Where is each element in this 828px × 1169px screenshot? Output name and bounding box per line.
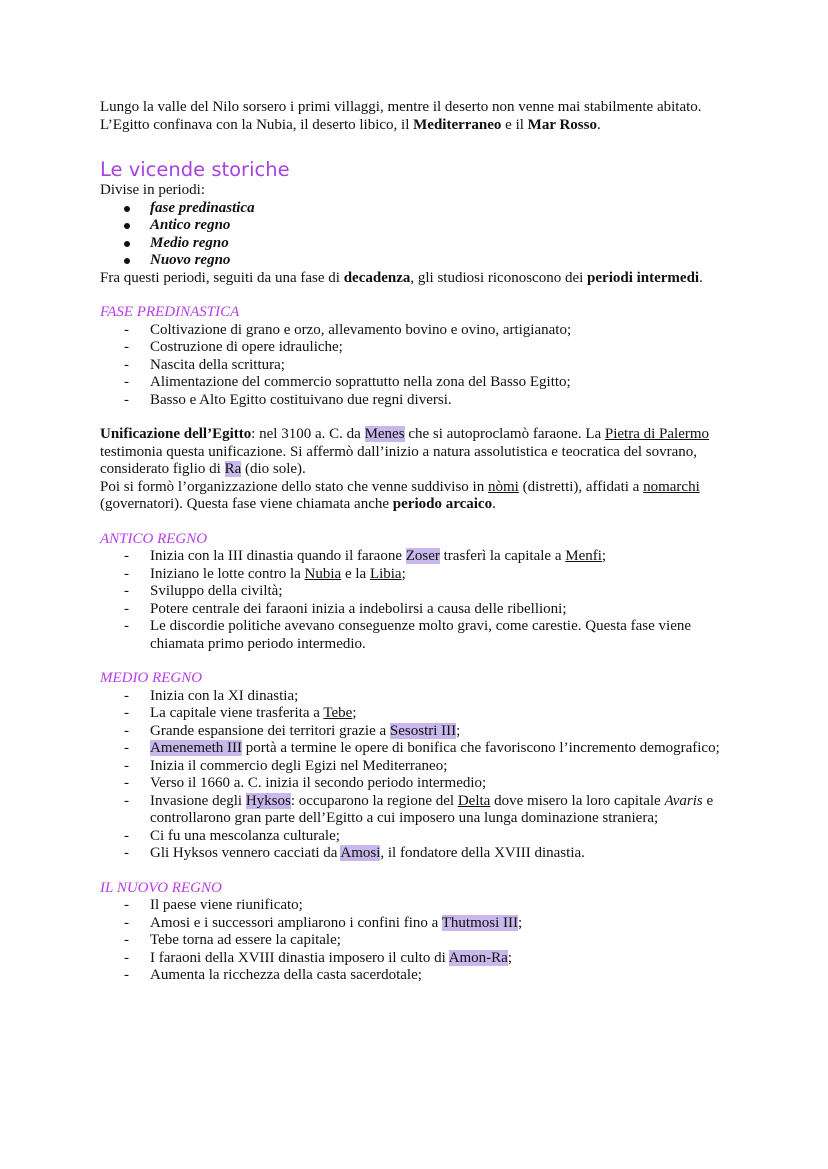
highlight-ra: Ra [224,461,242,477]
list-item: - Invasione degli Hyksos: occuparono la regione del Delta dove misero la loro capitale Avaris e controllarono gran parte dell’Egitto a cui imposero una lunga dominazione straniera; [124,793,738,828]
highlight-thutmosi: Thutmosi III [441,914,518,931]
list-item: - Verso il 1660 a. C. inizia il secondo periodo intermedio; [124,775,738,793]
list-item: - Sviluppo della civiltà; [124,583,738,601]
list-item: - Coltivazione di grano e orzo, allevamento bovino e ovino, artigianato; [124,322,738,340]
underline-nubia: Nubia [304,565,342,582]
list-item: Medio regno [124,235,738,253]
underline-nomi: nòmi [487,478,519,495]
list-item: - Inizia il commercio degli Egizi nel Mediterraneo; [124,758,738,776]
highlight-menes: Menes [364,426,405,442]
list-item: Antico regno [124,217,738,235]
highlight-hyksos: Hyksos [245,792,291,809]
subheading-antico: ANTICO REGNO [100,530,208,547]
list-item: - Il paese viene riunificato; [124,897,738,915]
underline-menfi: Menfi [565,548,602,564]
nuovo-list [100,897,738,985]
predinastica-list [100,322,738,410]
list-item: fase predinastica [124,200,738,218]
underline-tebe: Tebe [323,705,353,721]
list-item: - Iniziano le lotte contro la Nubia e la Libia; [124,566,738,584]
highlight-amon-ra: Amon-Ra [448,949,508,966]
periods-list [100,200,738,270]
periods-summary: Fra questi periodi, seguiti da una fase di decadenza, gli studiosi riconoscono dei periodi intermedi. [100,269,703,286]
list-item: - Potere centrale dei faraoni inizia a indebolirsi a causa delle ribellioni; [124,601,738,619]
antico-list [100,548,738,653]
list-item: - Grande espansione dei territori grazie a Sesostri III; [124,723,738,741]
list-item: - Basso e Alto Egitto costituivano due regni diversi. [124,392,738,410]
unificazione-label: Unificazione dell’Egitto [100,426,252,442]
underline-libia: Libia [369,565,402,582]
highlight-zoser: Zoser [405,548,440,564]
list-item: - Nascita della scrittura; [124,357,738,375]
highlight-amenemeth: Amenemeth III [150,740,243,756]
unificazione-paragraph: Unificazione dell’Egitto: nel 3100 a. C. da Menes che si autoproclamò faraone. La Pietra di Palermo testimonia questa unificazione. Si affermò dall’inizio a natura assolutistica e teocratica del sovrano, considerato figlio di Ra (dio sole). Poi si formò l’organizzazione dello stato che venne suddiviso in nòmi (distretti), affidati a nomarchi (governatori). Questa fase viene chiamata anche periodo arcaico. [100,426,710,512]
subheading-predinastica: FASE PREDINASTICA [100,304,240,320]
list-item: - Gli Hyksos vennero cacciati da Amosi, il fondatore della XVIII dinastia. [124,845,738,863]
list-item: - Amenemeth III portà a termine le opere di bonifica che favoriscono l’incremento demografico; [124,740,738,758]
underline-delta: Delta [457,792,491,809]
highlight-sesostri: Sesostri III [389,722,457,739]
section-heading-vicende: Le vicende storiche [100,158,290,181]
subheading-nuovo: IL NUOVO REGNO [100,879,222,896]
list-item: - La capitale viene trasferita a Tebe; [124,705,738,723]
highlight-amosi: Amosi [340,845,381,861]
intro-paragraph: Lungo la valle del Nilo sorsero i primi villaggi, mentre il deserto non venne mai stabilmente abitato. L’Egitto confinava con la Nubia, il deserto libico, il Mediterraneo e il Mar Rosso. [100,99,702,133]
underline-pietra: Pietra di Palermo [604,426,710,442]
mediterraneo-term: Mediterraneo [413,116,502,133]
list-item: - Inizia con la XI dinastia; [124,688,738,706]
list-item: - Le discordie politiche avevano conseguenze molto gravi, come carestie. Questa fase viene chiamata primo periodo intermedio. [124,618,738,653]
periods-lead: Divise in periodi: [100,182,205,198]
list-item: - Aumenta la ricchezza della casta sacerdotale; [124,967,738,985]
subheading-medio: MEDIO REGNO [100,670,203,686]
list-item: - Ci fu una mescolanza culturale; [124,828,738,846]
list-item: - Costruzione di opere idrauliche; [124,339,738,357]
list-item: - Inizia con la III dinastia quando il faraone Zoser trasferì la capitale a Menfi; [124,548,738,566]
list-item: - Amosi e i successori ampliarono i confini fino a Thutmosi III; [124,915,738,933]
list-item: Nuovo regno [124,252,738,270]
list-item: - Tebe torna ad essere la capitale; [124,932,738,950]
list-item: - Alimentazione del commercio soprattutto nella zona del Basso Egitto; [124,374,738,392]
mar-rosso-term: Mar Rosso [527,116,597,133]
medio-list [100,688,738,863]
underline-nomarchi: nomarchi [643,478,700,495]
list-item: - I faraoni della XVIII dinastia imposero il culto di Amon-Ra; [124,950,738,968]
